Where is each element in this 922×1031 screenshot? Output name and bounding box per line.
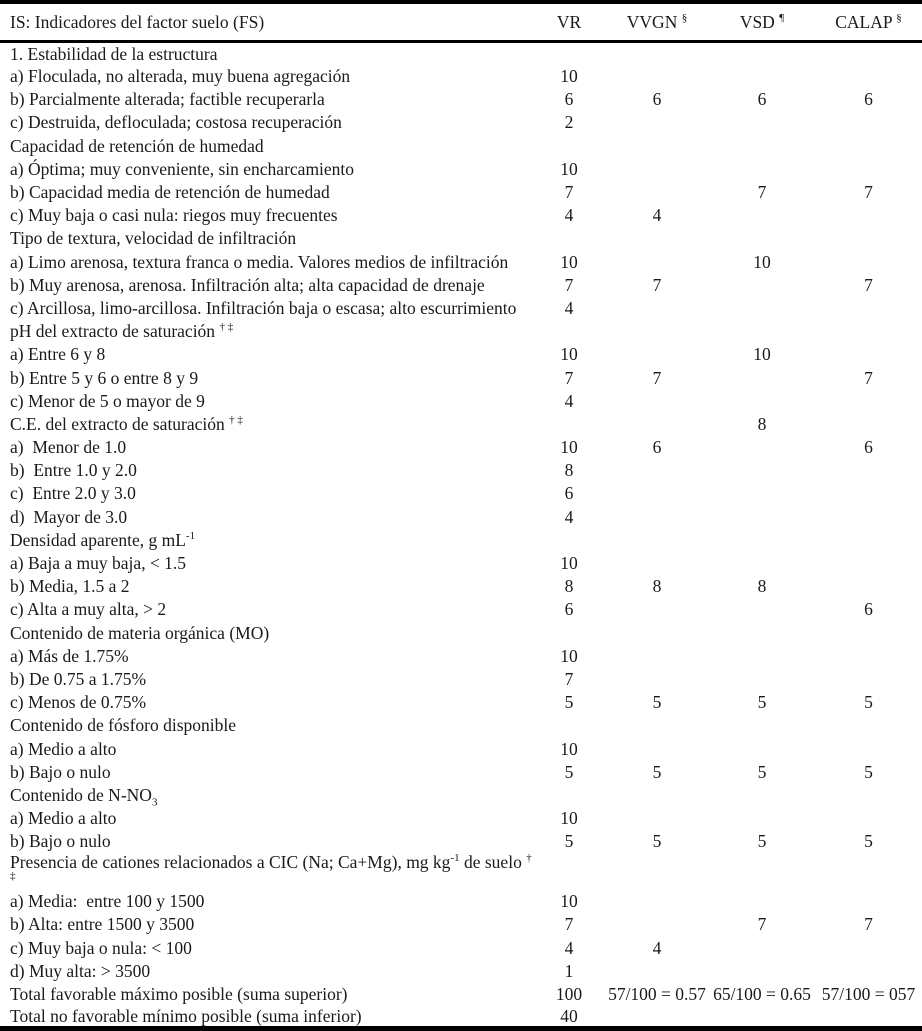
value-cell-vsd (709, 157, 815, 180)
value-cell-calap (815, 936, 922, 959)
value-cell-vsd (709, 366, 815, 389)
value-cell-vvgn (605, 598, 709, 621)
value-cell-calap (815, 459, 922, 482)
value-cell-vvgn: 5 (652, 761, 662, 782)
value-cell-vr: 40 (560, 1005, 578, 1026)
indicator-label-cell: b) Muy arenosa, arenosa. Infiltración alta; alta capacidad de drenaje (10, 274, 485, 295)
value-cell-vr: 4 (564, 205, 574, 226)
value-cell-vr: 4 (564, 937, 574, 958)
value-cell-vr: 7 (564, 668, 574, 689)
value-cell-vr: 10 (560, 251, 578, 272)
table-row (0, 575, 922, 598)
table-row (0, 366, 922, 389)
value-cell-vvgn: 7 (652, 367, 662, 388)
value-cell-vvgn (605, 668, 709, 691)
value-cell-vr: 5 (564, 761, 574, 782)
value-cell-calap (815, 134, 922, 157)
value-cell-vvgn (605, 714, 709, 737)
value-cell-vsd (709, 320, 815, 343)
value-cell-calap (815, 227, 922, 250)
value-cell-vr: 7 (564, 367, 574, 388)
value-cell-vsd (709, 668, 815, 691)
table-row (0, 830, 922, 853)
value-cell-vsd: 7 (757, 182, 767, 203)
column-header-vr: VR (533, 2, 605, 42)
value-cell-vsd (709, 482, 815, 505)
value-cell-vsd (709, 853, 815, 890)
value-cell-calap (815, 528, 922, 551)
indicator-label-cell: b) Entre 1.0 y 2.0 (10, 460, 137, 481)
value-cell-vr (533, 413, 605, 436)
value-cell-vvgn (605, 621, 709, 644)
value-cell-vr (533, 714, 605, 737)
value-cell-vvgn (605, 807, 709, 830)
value-cell-vvgn (605, 644, 709, 667)
value-cell-vsd (709, 204, 815, 227)
indicator-label-cell: a) Más de 1.75% (10, 645, 129, 666)
value-cell-vvgn: 7 (652, 274, 662, 295)
table-row (0, 389, 922, 412)
value-cell-vr: 8 (564, 460, 574, 481)
value-cell-vr: 10 (560, 553, 578, 574)
value-cell-vr (533, 853, 605, 890)
value-cell-vsd (709, 807, 815, 830)
table-row (0, 936, 922, 959)
value-cell-calap (815, 807, 922, 830)
value-cell-vvgn (605, 552, 709, 575)
value-cell-calap (815, 1006, 922, 1029)
value-cell-calap: 6 (864, 437, 873, 458)
value-cell-vvgn (605, 890, 709, 913)
table-row (0, 459, 922, 482)
value-cell-vr (533, 621, 605, 644)
value-cell-calap: 5 (864, 692, 873, 713)
value-cell-vvgn (605, 528, 709, 551)
value-cell-vsd (709, 1006, 815, 1029)
value-cell-vr (533, 784, 605, 807)
value-cell-calap (815, 157, 922, 180)
indicator-label-cell: Total no favorable mínimo posible (suma inferior) (10, 1005, 362, 1026)
indicator-label-cell: a) Medio a alto (10, 738, 117, 759)
value-cell-vvgn (605, 227, 709, 250)
value-cell-calap (815, 552, 922, 575)
value-cell-vsd (709, 959, 815, 982)
indicator-label-cell: Contenido de fósforo disponible (10, 715, 237, 736)
value-cell-vr: 8 (564, 576, 574, 597)
indicator-label-cell: b) Bajo o nulo (10, 831, 111, 852)
table-row (0, 807, 922, 830)
table-row (0, 598, 922, 621)
table-row (0, 853, 922, 890)
table-row (0, 784, 922, 807)
value-cell-vvgn: 4 (652, 205, 662, 226)
value-cell-vr: 5 (564, 831, 574, 852)
value-cell-vvgn (605, 250, 709, 273)
value-cell-vvgn (605, 913, 709, 936)
indicator-label-cell: a) Floculada, no alterada, muy buena agregación (10, 66, 351, 87)
value-cell-vvgn: 4 (652, 937, 662, 958)
table-row (0, 65, 922, 88)
table-row (0, 157, 922, 180)
value-cell-vsd (709, 436, 815, 459)
table-header-row (0, 2, 922, 42)
value-cell-calap (815, 320, 922, 343)
indicator-label-cell: Contenido de materia orgánica (MO) (10, 622, 270, 643)
table-row (0, 983, 922, 1006)
value-cell-vr: 7 (564, 182, 574, 203)
indicator-label-cell: C.E. del extracto de saturación † ‡ (10, 413, 243, 434)
indicator-label-cell: a) Menor de 1.0 (10, 437, 127, 458)
value-cell-vsd (709, 111, 815, 134)
value-cell-vvgn (605, 784, 709, 807)
value-cell-vr: 100 (555, 983, 583, 1004)
value-cell-vr (533, 227, 605, 250)
table-row (0, 273, 922, 296)
value-cell-vsd (709, 42, 815, 65)
table-row (0, 42, 922, 65)
indicator-label-cell: Contenido de $N-NO_3$ (10, 784, 158, 809)
table-row (0, 227, 922, 250)
indicator-label-cell: c) Muy baja o casi nula: riegos muy frecuentes (10, 205, 338, 226)
value-cell-calap (815, 959, 922, 982)
table-row (0, 737, 922, 760)
table-row (0, 88, 922, 111)
value-cell-vvgn: 5 (652, 692, 662, 713)
table-row (0, 1006, 922, 1029)
value-cell-calap: 57/100 = 057 (821, 983, 916, 1004)
indicator-label-cell: b) De 0.75 a 1.75% (10, 668, 147, 689)
value-cell-vvgn (605, 320, 709, 343)
table-row (0, 413, 922, 436)
value-cell-vvgn (605, 1006, 709, 1029)
value-cell-calap: 5 (864, 761, 873, 782)
table-row (0, 644, 922, 667)
value-cell-vsd (709, 227, 815, 250)
value-cell-calap (815, 668, 922, 691)
value-cell-calap (815, 65, 922, 88)
value-cell-calap (815, 644, 922, 667)
value-cell-vvgn: 5 (652, 831, 662, 852)
table-row (0, 913, 922, 936)
value-cell-calap: 7 (864, 367, 873, 388)
value-cell-calap (815, 250, 922, 273)
value-cell-calap (815, 204, 922, 227)
value-cell-vsd (709, 459, 815, 482)
value-cell-vsd (709, 552, 815, 575)
value-cell-vvgn (605, 134, 709, 157)
indicator-label-cell: 1. Estabilidad de la estructura (10, 43, 218, 64)
table-row (0, 621, 922, 644)
value-cell-vsd (709, 65, 815, 88)
indicator-label-cell: c) Entre 2.0 y 3.0 (10, 483, 136, 504)
table-row (0, 297, 922, 320)
value-cell-vsd (709, 273, 815, 296)
table-row (0, 320, 922, 343)
indicator-label-cell: a) Óptima; muy conveniente, sin encharcamiento (10, 158, 355, 179)
value-cell-vr (533, 134, 605, 157)
value-cell-calap (815, 343, 922, 366)
value-cell-calap: 7 (864, 914, 873, 935)
value-cell-calap: 6 (864, 599, 873, 620)
value-cell-vr: 10 (560, 891, 578, 912)
indicator-label-cell: a) Medio a alto (10, 808, 117, 829)
value-cell-vvgn (605, 482, 709, 505)
indicator-label-cell: b) Media, 1.5 a 2 (10, 576, 130, 597)
value-cell-vr: 10 (560, 158, 578, 179)
table-row (0, 111, 922, 134)
value-cell-vr: 10 (560, 437, 578, 458)
column-header-indicators: IS: Indicadores del factor suelo (FS) (0, 2, 533, 42)
indicator-label-cell: Capacidad de retención de humedad (10, 135, 264, 156)
value-cell-vr: 7 (564, 914, 574, 935)
value-cell-vvgn: 57/100 = 0.57 (608, 983, 706, 1004)
indicator-label-cell: pH del extracto de saturación † ‡ (10, 321, 234, 342)
indicator-label-cell: c) Arcillosa, limo-arcillosa. Infiltración baja o escasa; alto escurrimiento (10, 297, 517, 318)
value-cell-vsd (709, 621, 815, 644)
value-cell-vr: 10 (560, 344, 578, 365)
value-cell-vvgn (605, 413, 709, 436)
table-row (0, 482, 922, 505)
indicator-label-cell: b) Entre 5 y 6 o entre 8 y 9 (10, 367, 199, 388)
value-cell-vsd: 5 (757, 761, 767, 782)
indicator-label-cell: c) Alta a muy alta, > 2 (10, 599, 167, 620)
indicator-label-cell: c) Destruida, defloculada; costosa recuperación (10, 112, 342, 133)
indicator-label-cell: c) Muy baja o nula: < 100 (10, 937, 192, 958)
value-cell-vsd: 5 (757, 692, 767, 713)
value-cell-vr: 10 (560, 808, 578, 829)
value-cell-calap (815, 482, 922, 505)
value-cell-vvgn (605, 181, 709, 204)
indicator-label-cell: b) Capacidad media de retención de humedad (10, 182, 330, 203)
value-cell-vsd: 8 (757, 576, 767, 597)
column-header-vvgn: VVGN § (605, 2, 709, 42)
indicator-label-cell: d) Mayor de 3.0 (10, 506, 128, 527)
indicator-label-cell: a) Limo arenosa, textura franca o media. Valores medios de infiltración (10, 251, 509, 272)
indicator-label-cell: b) Bajo o nulo (10, 761, 111, 782)
value-cell-vsd: 10 (753, 251, 771, 272)
table-header (0, 2, 922, 42)
value-cell-vr: 5 (564, 692, 574, 713)
value-cell-vsd (709, 528, 815, 551)
value-cell-vsd (709, 297, 815, 320)
value-cell-vr: 10 (560, 66, 578, 87)
value-cell-calap (815, 111, 922, 134)
value-cell-calap (815, 784, 922, 807)
value-cell-vvgn (605, 389, 709, 412)
value-cell-vvgn (605, 42, 709, 65)
table-row (0, 505, 922, 528)
indicator-label-cell: b) Alta: entre 1500 y 3500 (10, 914, 195, 935)
table-row (0, 134, 922, 157)
value-cell-vsd (709, 598, 815, 621)
value-cell-vsd (709, 784, 815, 807)
value-cell-calap (815, 389, 922, 412)
value-cell-vsd (709, 890, 815, 913)
value-cell-vr: 6 (564, 599, 574, 620)
value-cell-vvgn (605, 737, 709, 760)
value-cell-calap (815, 42, 922, 65)
indicator-label-cell: a) Entre 6 y 8 (10, 344, 106, 365)
value-cell-vr: 10 (560, 645, 578, 666)
table-row (0, 528, 922, 551)
value-cell-calap (815, 890, 922, 913)
value-cell-vvgn (605, 65, 709, 88)
value-cell-calap (815, 297, 922, 320)
value-cell-vvgn (605, 297, 709, 320)
value-cell-calap (815, 853, 922, 890)
table-row (0, 714, 922, 737)
indicator-label-cell: d) Muy alta: > 3500 (10, 960, 151, 981)
value-cell-vvgn (605, 505, 709, 528)
column-header-calap: CALAP § (815, 2, 922, 42)
table-row (0, 204, 922, 227)
value-cell-vvgn (605, 853, 709, 890)
table-row (0, 343, 922, 366)
table-body (0, 42, 922, 1029)
indicator-label-cell: c) Menor de 5 o mayor de 9 (10, 390, 205, 411)
value-cell-vr: 6 (564, 89, 574, 110)
value-cell-vvgn (605, 959, 709, 982)
value-cell-calap: 5 (864, 831, 873, 852)
value-cell-vr: 1 (564, 960, 574, 981)
value-cell-vr (533, 528, 605, 551)
value-cell-vr: 6 (564, 483, 574, 504)
indicator-label-cell: a) Baja a muy baja, < 1.5 (10, 553, 187, 574)
table-row (0, 691, 922, 714)
value-cell-calap (815, 737, 922, 760)
indicator-label-cell: c) Menos de 0.75% (10, 692, 147, 713)
value-cell-vvgn (605, 111, 709, 134)
value-cell-calap (815, 714, 922, 737)
value-cell-vvgn: 8 (652, 576, 662, 597)
value-cell-vsd (709, 134, 815, 157)
value-cell-calap: 7 (864, 274, 873, 295)
value-cell-vvgn (605, 459, 709, 482)
value-cell-vsd (709, 936, 815, 959)
value-cell-calap (815, 505, 922, 528)
indicator-label-cell: Presencia de cationes relacionados a CIC (Na; Ca+Mg), mg $kg^{-1}$ de suelo † ‡ (10, 852, 535, 883)
table-row (0, 890, 922, 913)
value-cell-vr: 4 (564, 297, 574, 318)
value-cell-vsd: 65/100 = 0.65 (713, 983, 811, 1004)
indicator-label-cell: Densidad aparente, g $mL^{-1}$ (10, 529, 196, 550)
value-cell-vr: 7 (564, 274, 574, 295)
value-cell-vvgn (605, 157, 709, 180)
value-cell-calap (815, 621, 922, 644)
value-cell-vvgn: 6 (652, 89, 662, 110)
table-row (0, 552, 922, 575)
value-cell-vr: 4 (564, 506, 574, 527)
value-cell-vr: 4 (564, 390, 574, 411)
table-row (0, 436, 922, 459)
table-row (0, 959, 922, 982)
value-cell-vsd (709, 737, 815, 760)
table-row (0, 181, 922, 204)
indicator-label-cell: b) Parcialmente alterada; factible recuperarla (10, 89, 325, 110)
value-cell-vsd (709, 714, 815, 737)
value-cell-calap (815, 413, 922, 436)
value-cell-vsd: 10 (753, 344, 771, 365)
value-cell-calap: 7 (864, 182, 873, 203)
value-cell-vvgn: 6 (652, 437, 662, 458)
value-cell-calap (815, 575, 922, 598)
value-cell-vsd: 7 (757, 914, 767, 935)
value-cell-vr: 2 (564, 112, 574, 133)
table-row (0, 250, 922, 273)
indicator-label-cell: Total favorable máximo posible (suma superior) (10, 983, 348, 1004)
value-cell-vvgn (605, 343, 709, 366)
value-cell-vsd: 6 (757, 89, 767, 110)
value-cell-vsd (709, 389, 815, 412)
value-cell-vr (533, 320, 605, 343)
indicator-label-cell: a) Media: entre 100 y 1500 (10, 891, 205, 912)
value-cell-calap: 6 (864, 89, 873, 110)
value-cell-vr: 10 (560, 738, 578, 759)
value-cell-vsd (709, 644, 815, 667)
value-cell-vsd: 5 (757, 831, 767, 852)
value-cell-vsd (709, 505, 815, 528)
value-cell-vr (533, 42, 605, 65)
indicator-label-cell: Tipo de textura, velocidad de infiltración (10, 228, 297, 249)
value-cell-vsd: 8 (757, 413, 767, 434)
table-row (0, 760, 922, 783)
table-row (0, 668, 922, 691)
column-header-vsd: VSD ¶ (709, 2, 815, 42)
